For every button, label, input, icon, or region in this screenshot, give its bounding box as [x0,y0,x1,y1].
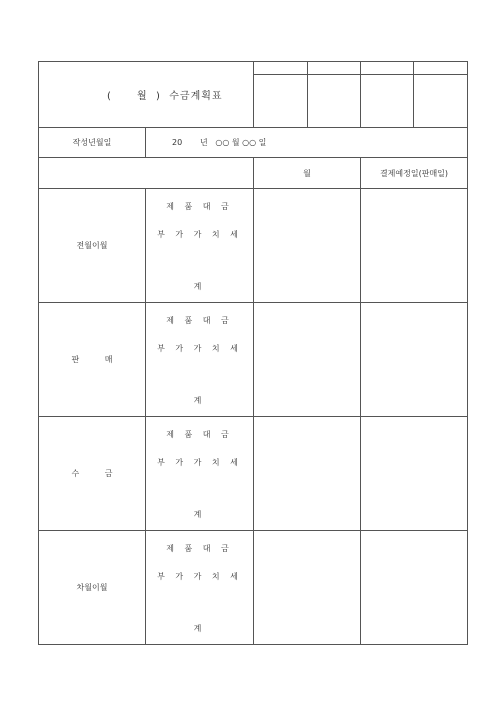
approval-header-2 [307,62,360,75]
item-vat: 부 가 가 치 세 [157,572,242,581]
group-row-carryover-in [39,189,468,303]
group-label: 차월이월 [39,531,146,645]
month-entry-cell[interactable] [254,303,361,417]
column-header-row [39,158,468,189]
item-product-amount: 제 품 대 금 [166,544,233,553]
item-cell [146,417,254,531]
payment-entry-cell[interactable] [361,417,468,531]
group-label: 수 금 [39,417,146,531]
approval-cell [254,62,468,128]
form-title: ( 월 ) 수금계획표 [107,91,223,102]
approval-sign-4[interactable] [414,75,467,128]
month-entry-cell[interactable] [254,531,361,645]
payment-entry-cell[interactable] [361,303,468,417]
item-product-amount: 제 품 대 금 [166,316,233,325]
item-vat: 부 가 가 치 세 [157,230,242,239]
approval-sign-3[interactable] [361,75,414,128]
approval-sign-2[interactable] [307,75,360,128]
item-cell [146,531,254,645]
item-cell [146,303,254,417]
item-vat: 부 가 가 치 세 [157,458,242,467]
month-entry-cell[interactable] [254,189,361,303]
group-row-collection [39,417,468,531]
approval-header-4 [414,62,467,75]
approval-grid [254,62,467,127]
payment-entry-cell[interactable] [361,531,468,645]
collection-plan-form [38,61,468,645]
item-product-amount: 제 품 대 금 [166,430,233,439]
item-product-amount: 제 품 대 금 [166,202,233,211]
col-payment-header: 결제예정일(판매일) [361,158,468,189]
header-blank [39,158,254,189]
item-total: 계 [193,396,206,405]
approval-sign-1[interactable] [254,75,307,128]
date-value[interactable]: 20 년 ○○ 월 ○○ 일 [146,128,468,158]
item-total: 계 [193,624,206,633]
approval-header-1 [254,62,307,75]
title-row [39,62,468,128]
item-vat: 부 가 가 치 세 [157,344,242,353]
item-total: 계 [193,282,206,291]
group-row-carryover-out [39,531,468,645]
group-label: 전월이월 [39,189,146,303]
group-label: 판 매 [39,303,146,417]
date-label: 작성년월일 [39,128,146,158]
payment-entry-cell[interactable] [361,189,468,303]
item-total: 계 [193,510,206,519]
col-month-header: 월 [254,158,361,189]
group-row-sales [39,303,468,417]
title-cell [39,62,254,128]
date-row [39,128,468,158]
month-entry-cell[interactable] [254,417,361,531]
item-cell [146,189,254,303]
approval-header-3 [361,62,414,75]
